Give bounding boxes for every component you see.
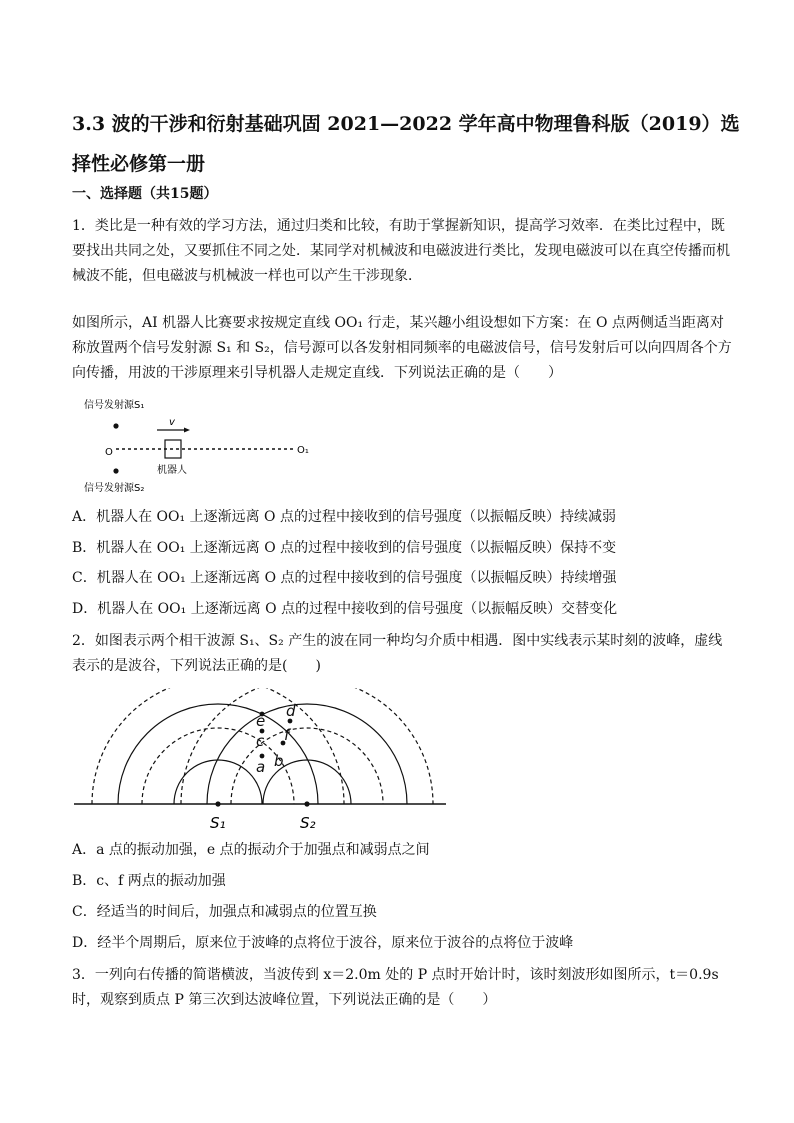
document-title: 3.3 波的干涉和衍射基础巩固 2021—2022 学年高中物理鲁科版（2019）选择性必修第一册 [72,113,740,175]
q1-velocity-arrowhead [184,428,190,433]
q1-body: 如图所示，AI 机器人比赛要求按规定直线 OO₁ 行走，某兴趣小组设想如下方案：在 O 点两侧适当距离对称放置两个信号发射源 S₁ 和 S₂，信号源可以各发射相同频率的电磁波信号，信号发射后可以向四周各个方向传播，用波的干涉原理来引导机器人走规定直线．下列说法正确的是（ ） [72,315,732,381]
q1-option-b: B．机器人在 OO₁ 上逐渐远离 O 点的过程中接收到的信号强度（以振幅反映）保持不变 [72,540,617,556]
q1-s2-label: 信号发射源S₂ [84,483,145,494]
q2-s2-waves [181,688,433,804]
q2-s1-waves [92,688,344,804]
q1-option-a: A．机器人在 OO₁ 上逐渐远离 O 点的过程中接收到的信号强度（以振幅反映）持续减弱 [72,509,616,525]
q2-option-d: D．经半个周期后，原来位于波峰的点将位于波谷，原来位于波谷的点将位于波峰 [72,935,574,951]
q2-s2-dot [304,801,309,806]
q2-option-c: C．经适当的时间后，加强点和减弱点的位置互换 [72,904,377,920]
q1-option-d: D．机器人在 OO₁ 上逐渐远离 O 点的过程中接收到的信号强度（以振幅反映）交替变化 [72,601,618,617]
q2-point-a-label: a [256,758,266,776]
q2-s1-dot [215,801,220,806]
q2-point-d-label: d [286,702,296,720]
q1-robot-label: 机器人 [157,465,187,476]
q1-option-c: C．机器人在 OO₁ 上逐渐远离 O 点的过程中接收到的信号强度（以振幅反映）持续增强 [72,570,617,586]
q1-v-label: v [169,417,175,428]
q2-body: 2．如图表示两个相干波源 S₁、S₂ 产生的波在同一种均匀介质中相遇．图中实线表示某时刻的波峰，虚线表示的是波谷，下列说法正确的是( ) [72,633,723,674]
q2-point-e-label: e [256,712,266,730]
q1-s1-label: 信号发射源S₁ [84,400,145,411]
q2-s2-label: S₂ [300,814,316,832]
q2-point-b-label: b [274,752,284,770]
section-heading: 一、选择题（共15题） [72,186,218,202]
q1-s1-dot [113,423,118,428]
q1-s2-dot [113,468,118,473]
q1-intro: 1．类比是一种有效的学习方法，通过归类和比较，有助于掌握新知识，提高学习效率．在类比过程中，既要找出共同之处，又要抓住不同之处．某同学对机械波和电磁波进行类比，发现电磁波可以在真空传播而机械波不能，但电磁波与机械波一样也可以产生干涉现象． [72,218,730,284]
q1-figure [80,398,340,498]
q3-body: 3．一列向右传播的简谐横波，当波传到 x＝2.0m 处的 P 点时开始计时，该时刻波形如图所示，t＝0.9s 时，观察到质点 P 第三次到达波峰位置，下列说法正确的是（ ） [72,967,719,1008]
q2-option-b: B．c、f 两点的振动加强 [72,873,226,889]
q2-figure [70,688,450,836]
q1-o-label: O [105,447,113,458]
q2-s1-label: S₁ [210,814,226,832]
q2-point-f-label: f [284,726,290,744]
q1-o1-label: O₁ [297,445,309,456]
q2-point-c-label: c [256,732,265,750]
q2-option-a: A．a 点的振动加强，e 点的振动介于加强点和减弱点之间 [72,842,430,858]
